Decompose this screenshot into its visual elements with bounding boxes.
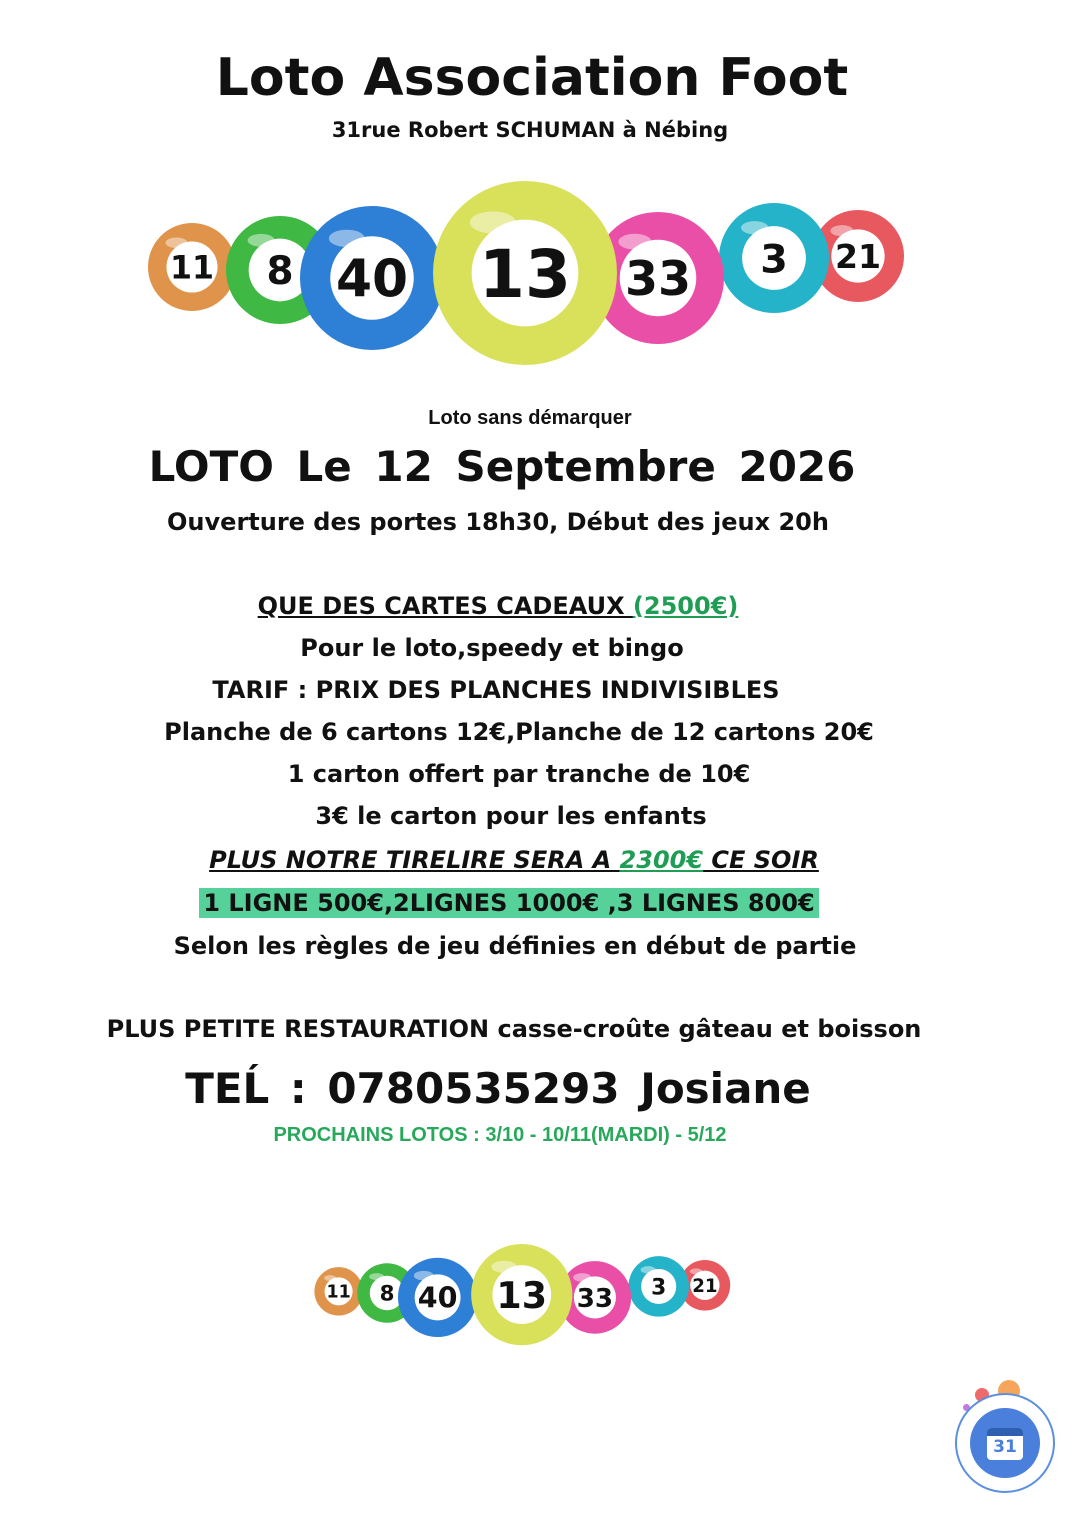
lines-prizes-highlight: 1 LIGNE 500€,2LIGNES 1000€ ,3 LIGNES 800€	[199, 888, 818, 918]
top-ball-40	[300, 206, 444, 350]
food-items: casse-croûte gâteau et boisson	[489, 1015, 922, 1043]
calendar-icon	[970, 1408, 1040, 1478]
tirelire-amount: 2300€	[619, 846, 704, 874]
svg-text:21: 21	[834, 236, 882, 276]
prizes-title-text: QUE DES CARTES CADEAUX	[257, 592, 633, 620]
bottom-ball-11	[314, 1267, 362, 1315]
tirelire-suffix: CE SOIR	[703, 846, 819, 874]
bottom-ball-13	[471, 1244, 572, 1345]
top-ball-13	[433, 181, 617, 365]
svg-text:3: 3	[760, 236, 788, 283]
bottom-ball-3	[628, 1256, 689, 1317]
next-lotos: PROCHAINS LOTOS : 3/10 - 10/11(MARDI) - 5/12	[273, 1124, 727, 1146]
offer-line: 1 carton offert par tranche de 10€	[287, 760, 751, 788]
top-ball-11	[148, 223, 236, 311]
calendar-day: 31	[993, 1437, 1017, 1457]
svg-text:11: 11	[169, 250, 215, 287]
svg-text:21: 21	[692, 1275, 718, 1297]
top-ball-3	[719, 203, 829, 313]
svg-text:11: 11	[326, 1282, 351, 1303]
poster-title: Loto Association Foot	[215, 48, 849, 108]
food-label: PLUS PETITE RESTAURATION	[106, 1015, 490, 1043]
tirelire-prefix: PLUS NOTRE TIRELIRE SERA A	[209, 846, 620, 874]
lottery-balls-bottom	[310, 1238, 750, 1358]
svg-text:8: 8	[379, 1281, 395, 1307]
lines-prizes	[0, 889, 1049, 917]
svg-text:13: 13	[478, 235, 572, 313]
calendar-page	[987, 1428, 1023, 1460]
svg-text:13: 13	[496, 1273, 548, 1317]
prizes-amount: (2500€)	[632, 592, 739, 620]
svg-text:40: 40	[417, 1281, 458, 1315]
kids-price-line: 3€ le carton pour les enfants	[315, 802, 707, 830]
contact-phone: TEĹ : 0780535293 Josiane	[185, 1064, 811, 1113]
svg-text:33: 33	[624, 252, 692, 308]
svg-text:8: 8	[266, 249, 294, 295]
loto-subtitle: Loto sans démarquer	[428, 407, 632, 429]
games-line: Pour le loto,speedy et bingo	[300, 634, 684, 662]
svg-text:3: 3	[651, 1275, 667, 1301]
svg-text:33: 33	[576, 1283, 614, 1314]
address: 31rue Robert SCHUMAN à Nébing	[331, 118, 729, 142]
tirelire-line	[0, 846, 1054, 874]
planches-line: Planche de 6 cartons 12€,Planche de 12 cartons 20€	[164, 718, 874, 746]
rules-line: Selon les règles de jeu définies en début de partie	[173, 932, 857, 960]
event-headline: LOTO Le 12 Septembre 2026	[148, 442, 856, 491]
calendar-widget-button[interactable]	[955, 1393, 1055, 1493]
opening-hours: Ouverture des portes 18h30, Début des jeux 20h	[167, 508, 829, 536]
calendar-header	[987, 1428, 1023, 1436]
lottery-balls-top	[140, 170, 920, 380]
food-line	[0, 1015, 1054, 1043]
bottom-ball-40	[398, 1258, 477, 1337]
prizes-title	[0, 592, 1038, 620]
svg-text:40: 40	[335, 249, 409, 310]
tarif-line: TARIF : PRIX DES PLANCHES INDIVISIBLES	[212, 676, 780, 704]
